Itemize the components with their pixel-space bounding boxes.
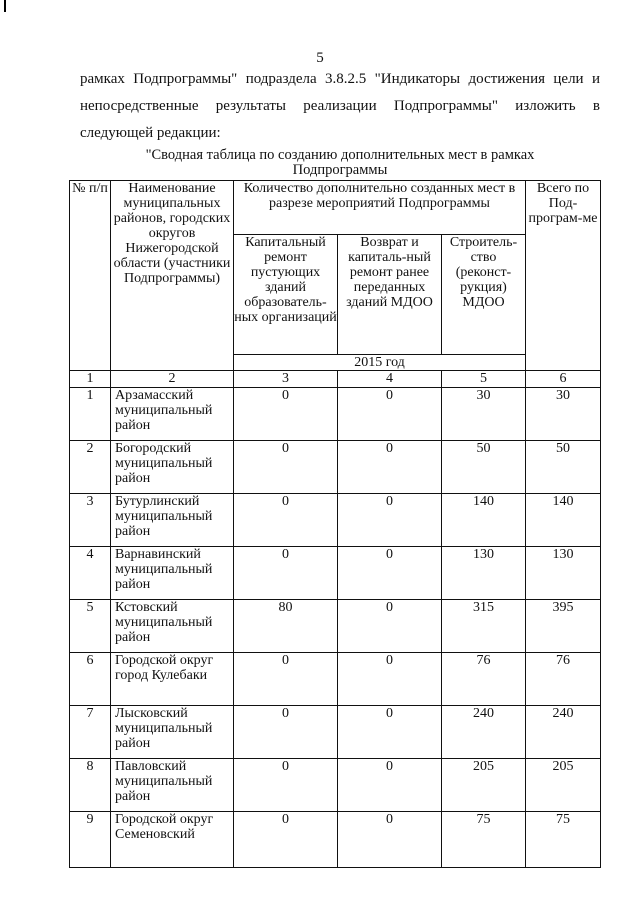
row-return-repair-cell: 0 [338, 494, 442, 547]
row-capital-repair-cell: 0 [234, 388, 338, 441]
row-construction-cell: 130 [442, 547, 526, 600]
row-total-cell: 205 [526, 759, 601, 812]
intro-paragraph [80, 66, 600, 147]
row-total-cell: 140 [526, 494, 601, 547]
row-construction-cell: 30 [442, 388, 526, 441]
row-capital-repair-cell: 0 [234, 706, 338, 759]
row-return-repair-cell: 0 [338, 441, 442, 494]
header-year: 2015 год [234, 355, 526, 371]
row-name-cell: Лысковский муниципальный район [111, 706, 234, 759]
index-cell: 3 [234, 371, 338, 388]
table-row [70, 759, 601, 812]
row-number-cell: 7 [70, 706, 111, 759]
row-number-cell: 3 [70, 494, 111, 547]
row-capital-repair-cell: 80 [234, 600, 338, 653]
row-name-cell: Павловский муниципальный район [111, 759, 234, 812]
index-cell: 5 [442, 371, 526, 388]
table-caption [120, 148, 560, 178]
row-capital-repair-cell: 0 [234, 441, 338, 494]
index-cell: 1 [70, 371, 111, 388]
row-return-repair-cell: 0 [338, 812, 442, 868]
row-return-repair-cell: 0 [338, 759, 442, 812]
row-construction-cell: 76 [442, 653, 526, 706]
scan-edge-mark [4, 0, 6, 12]
row-return-repair-cell: 0 [338, 388, 442, 441]
header-capital-repair: Капитальный ремонт пустующих зданий образователь-ных организаций [234, 235, 338, 355]
row-construction-cell: 50 [442, 441, 526, 494]
row-number-cell: 2 [70, 441, 111, 494]
header-construction: Строитель-ство (реконст-рукция) МДОО [442, 235, 526, 355]
row-name-cell: Бутурлинский муниципальный район [111, 494, 234, 547]
row-number-cell: 5 [70, 600, 111, 653]
table-caption-line-1: "Сводная таблица по созданию дополнительных мест в рамках [145, 147, 535, 163]
row-name-cell: Арзамасский муниципальный район [111, 388, 234, 441]
row-return-repair-cell: 0 [338, 547, 442, 600]
table-row [70, 812, 601, 868]
table-row [70, 706, 601, 759]
row-name-cell: Варнавинский муниципальный район [111, 547, 234, 600]
row-return-repair-cell: 0 [338, 706, 442, 759]
intro-line-2: непосредственные результаты реализации Подпрограммы" изложить в [80, 98, 600, 114]
index-row [70, 371, 601, 388]
index-cell: 6 [526, 371, 601, 388]
table-body [70, 388, 601, 868]
row-name-cell: Кстовский муниципальный район [111, 600, 234, 653]
row-total-cell: 50 [526, 441, 601, 494]
table-caption-line-2: Подпрограммы [292, 162, 388, 178]
index-cell: 4 [338, 371, 442, 388]
table-row [70, 653, 601, 706]
row-construction-cell: 140 [442, 494, 526, 547]
row-total-cell: 30 [526, 388, 601, 441]
row-total-cell: 75 [526, 812, 601, 868]
header-number: № п/п [70, 181, 111, 371]
table-row [70, 600, 601, 653]
table-row [70, 388, 601, 441]
row-construction-cell: 205 [442, 759, 526, 812]
row-capital-repair-cell: 0 [234, 547, 338, 600]
row-number-cell: 8 [70, 759, 111, 812]
row-construction-cell: 75 [442, 812, 526, 868]
header-name: Наименование муниципальных районов, городских округов Нижегородской области (участники Подпрограммы) [111, 181, 234, 371]
row-number-cell: 4 [70, 547, 111, 600]
row-number-cell: 9 [70, 812, 111, 868]
row-total-cell: 240 [526, 706, 601, 759]
table-row [70, 494, 601, 547]
row-capital-repair-cell: 0 [234, 494, 338, 547]
row-total-cell: 130 [526, 547, 601, 600]
table-row [70, 547, 601, 600]
row-number-cell: 1 [70, 388, 111, 441]
places-table [69, 180, 601, 868]
intro-line-1: рамках Подпрограммы" подраздела 3.8.2.5 "Индикаторы достижения цели и [80, 71, 600, 87]
row-number-cell: 6 [70, 653, 111, 706]
row-name-cell: Городской округ город Кулебаки [111, 653, 234, 706]
row-capital-repair-cell: 0 [234, 759, 338, 812]
row-construction-cell: 240 [442, 706, 526, 759]
row-return-repair-cell: 0 [338, 653, 442, 706]
table-row [70, 441, 601, 494]
row-capital-repair-cell: 0 [234, 812, 338, 868]
row-name-cell: Городской округ Семеновский [111, 812, 234, 868]
header-total: Всего по Под-програм-ме [526, 181, 601, 371]
row-construction-cell: 315 [442, 600, 526, 653]
row-total-cell: 395 [526, 600, 601, 653]
row-capital-repair-cell: 0 [234, 653, 338, 706]
intro-line-3: следующей редакции: [80, 125, 221, 141]
page-number: 5 [316, 50, 324, 66]
header-group: Количество дополнительно созданных мест в разрезе мероприятий Подпрограммы [234, 181, 526, 235]
index-cell: 2 [111, 371, 234, 388]
row-total-cell: 76 [526, 653, 601, 706]
row-return-repair-cell: 0 [338, 600, 442, 653]
header-return-repair: Возврат и капиталь-ный ремонт ранее переданных зданий МДОО [338, 235, 442, 355]
row-name-cell: Богородский муниципальный район [111, 441, 234, 494]
